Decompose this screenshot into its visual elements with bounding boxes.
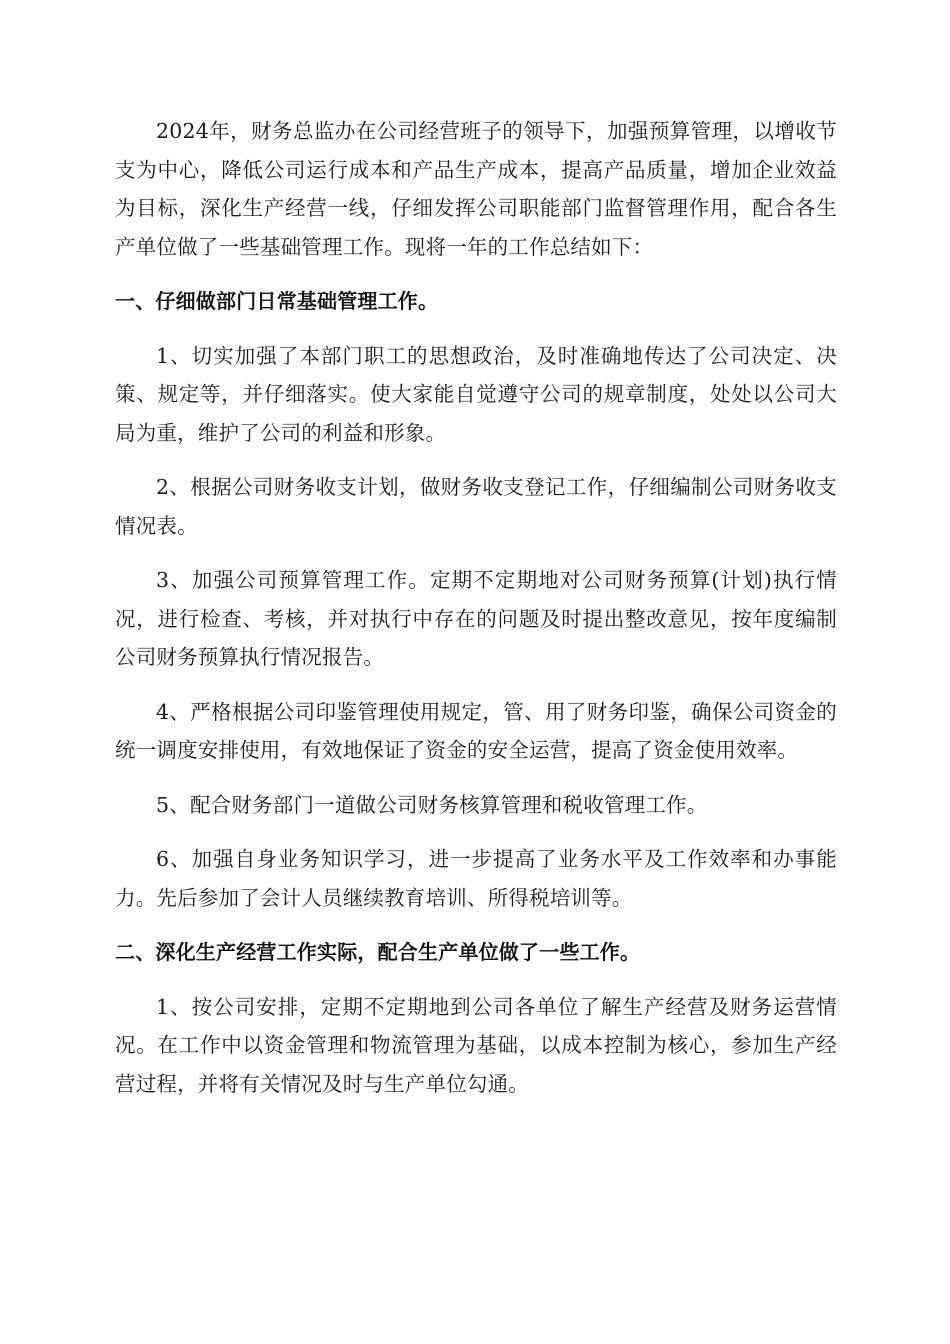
section-1-item-4: 4、严格根据公司印鉴管理使用规定，管、用了财务印鉴，确保公司资金的统一调度安排使用，有效地保证了资金的安全运营，提高了资金使用效率。 — [115, 699, 837, 762]
section-1-item-1: 1、切实加强了本部门职工的思想政治，及时准确地传达了公司决定、决策、规定等，并仔细落实。使大家能自觉遵守公司的规章制度，处处以公司大局为重，维护了公司的利益和形象。 — [115, 343, 837, 445]
section-1-heading: 一、仔细做部门日常基础管理工作。 — [115, 289, 439, 313]
section-2-heading: 二、深化生产经营工作实际，配合生产单位做了一些工作。 — [115, 940, 641, 964]
document-body — [115, 112, 837, 1119]
section-2-item-1: 1、按公司安排，定期不定期地到公司各单位了解生产经营及财务运营情况。在工作中以资金管理和物流管理为基础，以成本控制为核心，参加生产经营过程，并将有关情况及时与生产单位勾通。 — [115, 994, 837, 1096]
section-1-item-6: 6、加强自身业务知识学习，进一步提高了业务水平及工作效率和办事能力。先后参加了会计人员继续教育培训、所得税培训等。 — [115, 847, 837, 910]
section-1-item-5: 5、配合财务部门一道做公司财务核算管理和税收管理工作。 — [156, 792, 708, 817]
section-1-item-3: 3、加强公司预算管理工作。定期不定期地对公司财务预算(计划)执行情况，进行检查、考核，并对执行中存在的问题及时提出整改意见，按年度编制公司财务预算执行情况报告。 — [115, 568, 837, 669]
section-1-item-2: 2、根据公司财务收支计划，做财务收支登记工作，仔细编制公司财务收支情况表。 — [115, 475, 837, 538]
intro-paragraph: 2024年，财务总监办在公司经营班子的领导下，加强预算管理，以增收节支为中心，降低公司运行成本和产品生产成本，提高产品质量，增加企业效益为目标，深化生产经营一线，仔细发挥公司职能部门监督管理作用，配合各生产单位做了一些基础管理工作。现将一年的工作总结如下： — [115, 119, 837, 259]
